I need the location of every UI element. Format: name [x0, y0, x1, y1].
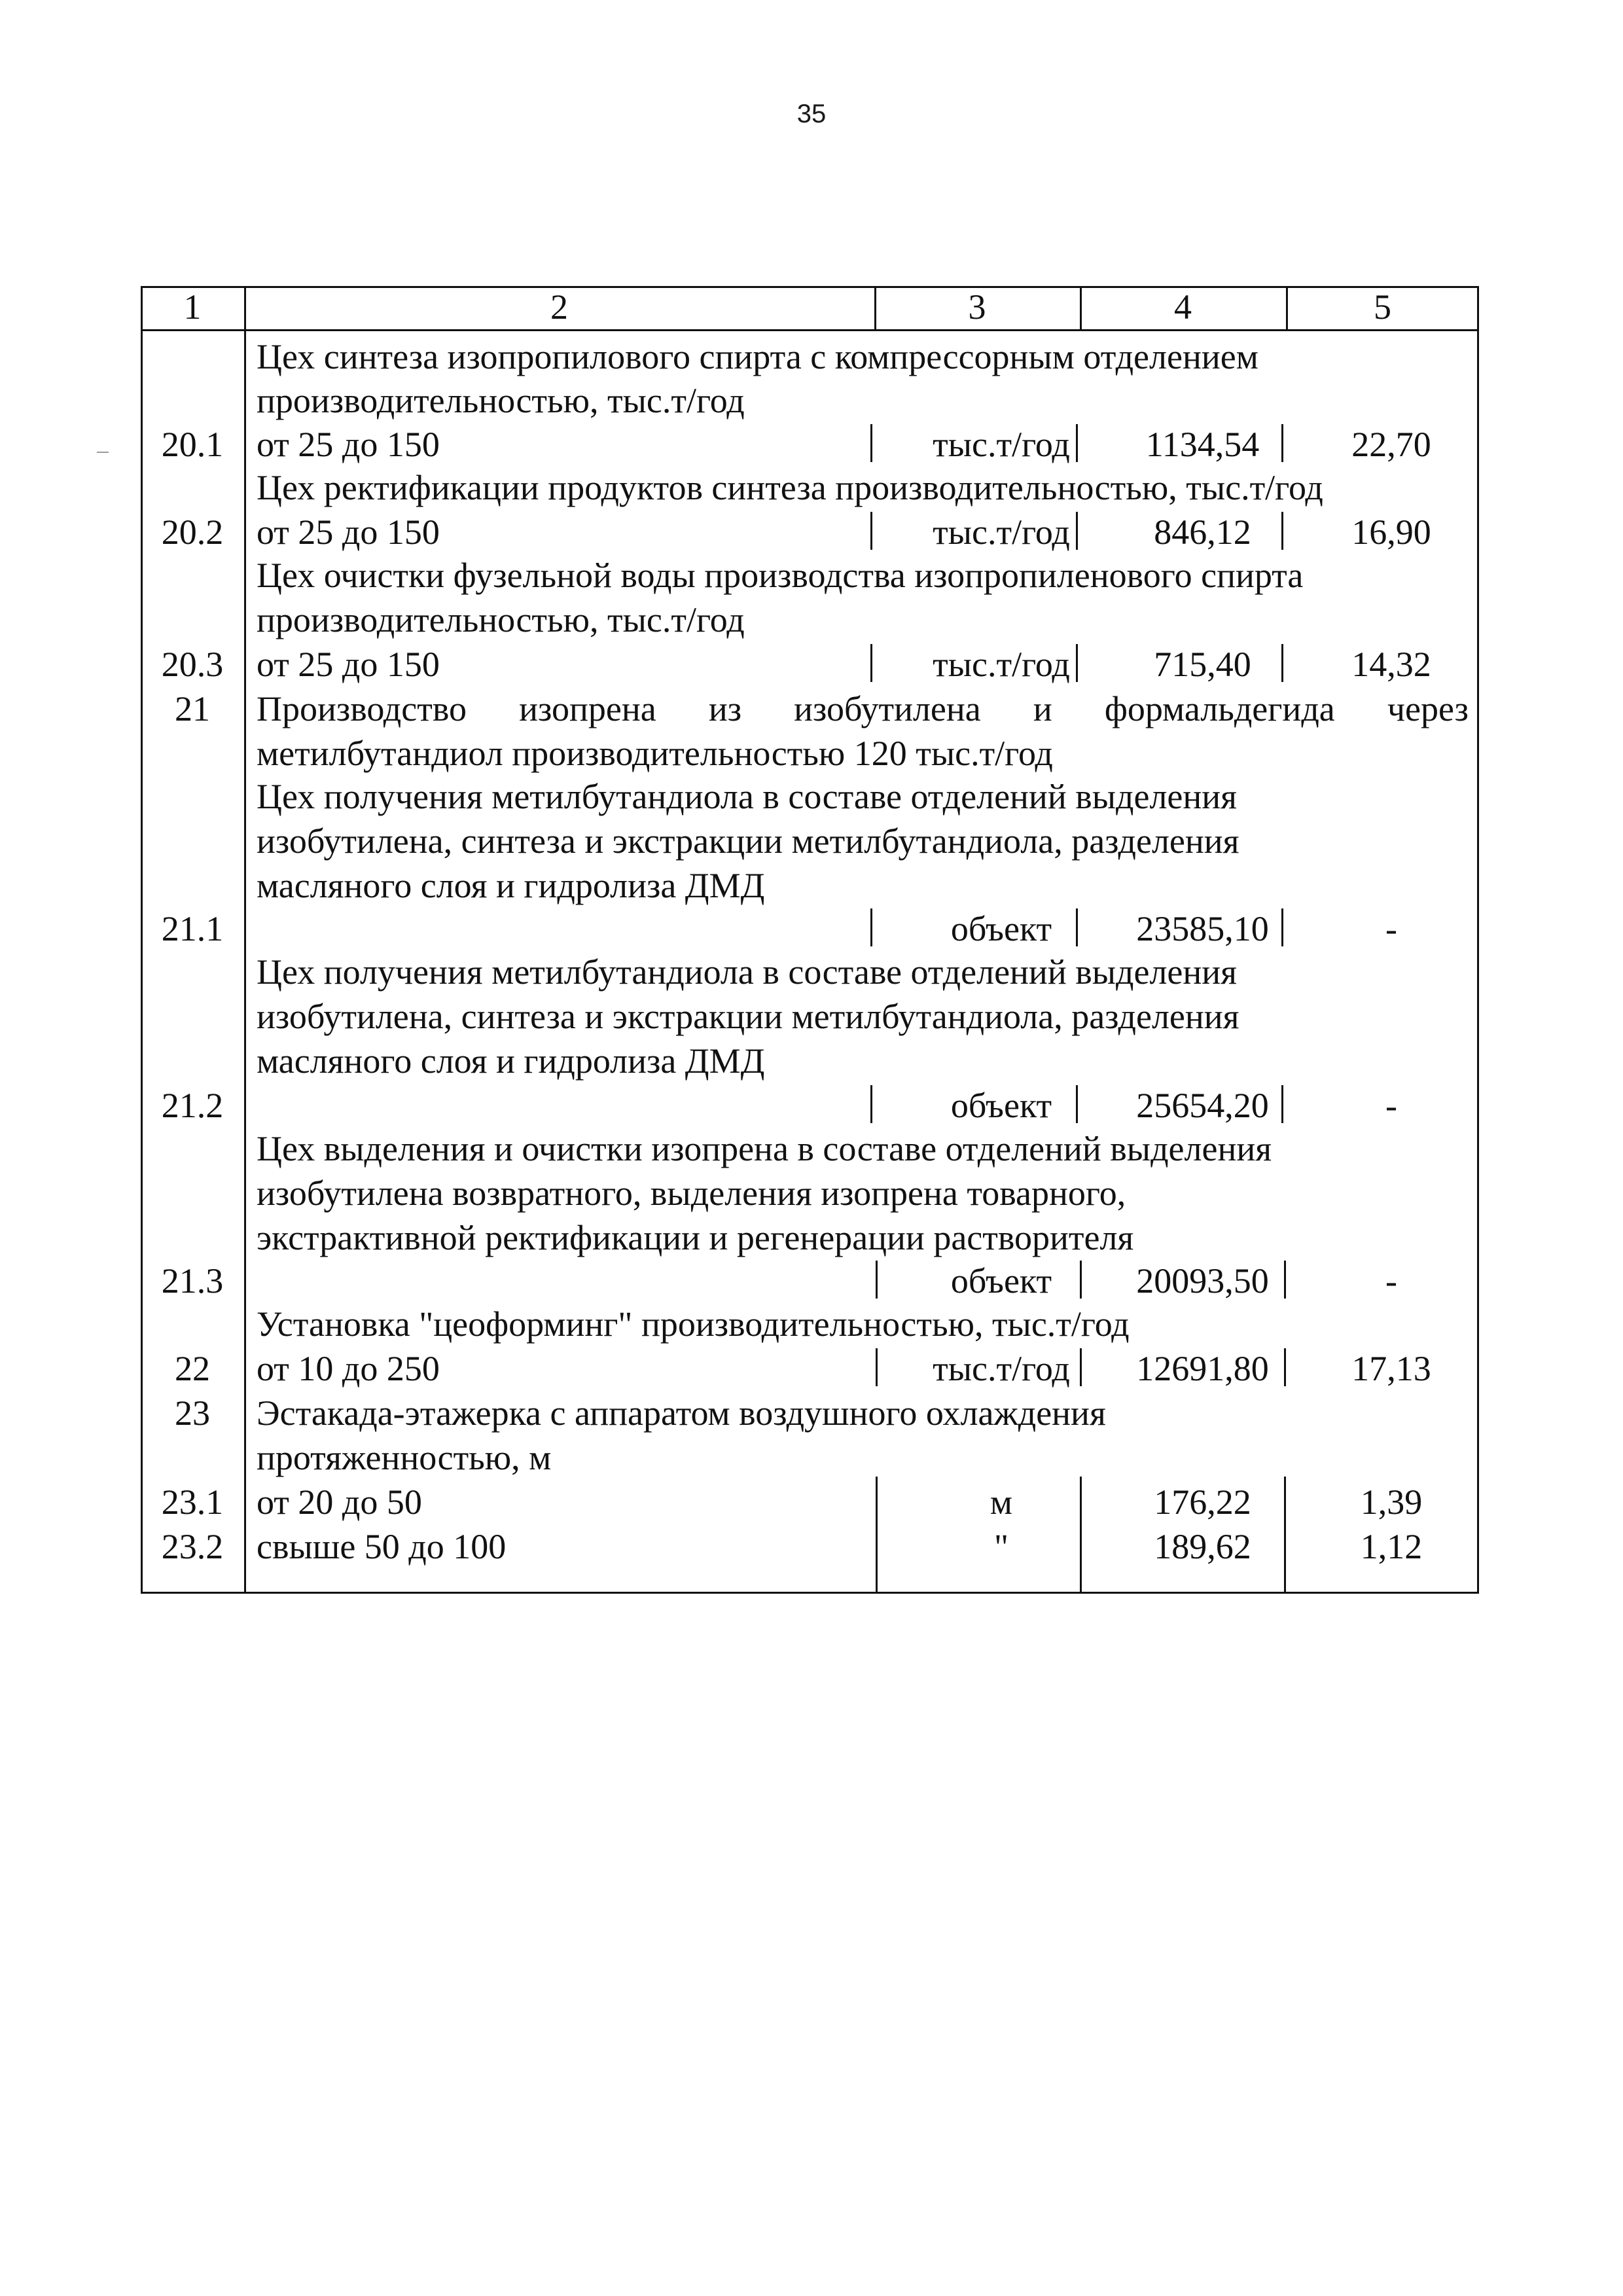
- row-21-word: из: [708, 689, 742, 728]
- row-20-1-number: 20.1: [161, 425, 224, 464]
- row-20-1-rate: 22,70: [1351, 425, 1431, 464]
- header-col-1: 1: [183, 287, 202, 327]
- row-21-3-number: 21.3: [161, 1261, 224, 1300]
- row-23-2-value: 189,62: [1154, 1527, 1251, 1566]
- row-21-3-rate: -: [1385, 1261, 1397, 1300]
- bottom-divider-a: [876, 1477, 878, 1594]
- row-21-3-title-line3: экстрактивной ректификации и регенерации растворителя: [257, 1218, 1134, 1257]
- row-22-number: 22: [175, 1349, 210, 1388]
- row-20-2-title: Цех ректификации продуктов синтеза производительностью, тыс.т/год: [257, 468, 1323, 507]
- column-divider-1: [244, 286, 246, 1594]
- row-23-1-range: от 20 до 50: [257, 1482, 422, 1522]
- row-20-2-divider-c: [1281, 512, 1283, 550]
- header-divider: [141, 329, 1479, 331]
- row-22-value: 12691,80: [1136, 1349, 1269, 1388]
- row-21-3-title-line1: Цех выделения и очистки изопрена в составе отделений выделения: [257, 1129, 1272, 1168]
- row-21-2-title-line3: масляного слоя и гидролиза ДМД: [257, 1041, 765, 1081]
- row-21-2-title-line2: изобутилена, синтеза и экстракции метилбутандиола, разделения: [257, 997, 1240, 1036]
- row-20-3-divider-b: [1076, 644, 1078, 682]
- margin-mark: [97, 452, 109, 453]
- row-20-3-range: от 25 до 150: [257, 645, 440, 684]
- row-21-1-divider-a: [870, 908, 872, 946]
- header-col-2: 2: [550, 287, 568, 327]
- row-20-2-unit: тыс.т/год: [933, 512, 1070, 552]
- row-23-1-value: 176,22: [1154, 1482, 1251, 1522]
- row-23-1-unit: м: [990, 1482, 1013, 1522]
- row-20-1-range: от 25 до 150: [257, 425, 440, 464]
- row-21-number: 21: [175, 689, 210, 728]
- row-21-1-unit: объект: [950, 909, 1052, 948]
- row-20-2-value: 846,12: [1154, 512, 1251, 552]
- row-20-1-divider-a: [870, 424, 872, 462]
- row-23-2-unit: ": [993, 1527, 1009, 1566]
- row-23-2-range: свыше 50 до 100: [257, 1527, 507, 1566]
- row-20-3-unit: тыс.т/год: [933, 645, 1070, 684]
- row-21-1-value: 23585,10: [1136, 909, 1269, 948]
- row-20-3-value: 715,40: [1154, 645, 1251, 684]
- row-21-word: формальдегида: [1104, 689, 1335, 728]
- row-21-1-number: 21.1: [161, 909, 224, 948]
- row-20-1-divider-b: [1076, 424, 1078, 462]
- row-21-1-title-line2: изобутилена, синтеза и экстракции метилбутандиола, разделения: [257, 821, 1240, 861]
- row-20-3-rate: 14,32: [1351, 645, 1431, 684]
- row-20-3-title-line2: производительностью, тыс.т/год: [257, 600, 745, 639]
- row-21-3-value: 20093,50: [1136, 1261, 1269, 1300]
- header-col-3: 3: [968, 287, 986, 327]
- row-21-2-value: 25654,20: [1136, 1086, 1269, 1125]
- row-21-1-title-line3: масляного слоя и гидролиза ДМД: [257, 866, 765, 905]
- row-21-1-rate: -: [1385, 909, 1397, 948]
- row-20-1-title-line2: производительностью, тыс.т/год: [257, 381, 745, 420]
- row-23-title-line1: Эстакада-этажерка с аппаратом воздушного охлаждения: [257, 1393, 1106, 1433]
- row-21-2-unit: объект: [950, 1086, 1052, 1125]
- row-21-3-divider-b: [1080, 1261, 1082, 1299]
- row-20-2-range: от 25 до 150: [257, 512, 440, 552]
- row-21-3-title-line2: изобутилена возвратного, выделения изопрена товарного,: [257, 1174, 1126, 1213]
- row-21-2-number: 21.2: [161, 1086, 224, 1125]
- row-20-3-divider-c: [1281, 644, 1283, 682]
- row-20-1-title-line1: Цех синтеза изопропилового спирта с компрессорным отделением: [257, 337, 1258, 376]
- row-21-title-line1: [257, 691, 1469, 726]
- header-col-5: 5: [1374, 287, 1391, 327]
- row-22-divider-a: [876, 1348, 878, 1386]
- row-21-word: и: [1033, 689, 1052, 728]
- row-20-3-title-line1: Цех очистки фузельной воды производства изопропиленового спирта: [257, 556, 1304, 595]
- row-20-3-divider-a: [870, 644, 872, 682]
- row-20-1-divider-c: [1281, 424, 1283, 462]
- row-23-number: 23: [175, 1393, 210, 1433]
- row-21-2-divider-a: [870, 1085, 872, 1123]
- row-22-unit: тыс.т/год: [933, 1349, 1070, 1388]
- row-21-3-unit: объект: [950, 1261, 1052, 1300]
- row-21-title-line2: метилбутандиол производительностью 120 тыс.т/год: [257, 734, 1053, 773]
- row-20-2-rate: 16,90: [1351, 512, 1431, 552]
- header-col-4: 4: [1174, 287, 1192, 327]
- row-20-2-divider-b: [1076, 512, 1078, 550]
- row-21-2-rate: -: [1385, 1086, 1397, 1125]
- row-21-1-title-line1: Цех получения метилбутандиола в составе отделений выделения: [257, 777, 1237, 816]
- row-22-title: Установка "цеоформинг" производительностью, тыс.т/год: [257, 1304, 1130, 1344]
- row-22-rate: 17,13: [1351, 1349, 1431, 1388]
- row-21-3-divider-a: [876, 1261, 878, 1299]
- row-23-2-number: 23.2: [161, 1527, 224, 1566]
- row-21-2-divider-c: [1281, 1085, 1283, 1123]
- row-20-1-unit: тыс.т/год: [933, 425, 1070, 464]
- row-22-divider-c: [1284, 1348, 1286, 1386]
- row-21-3-divider-c: [1284, 1261, 1286, 1299]
- row-23-title-line2: протяженностью, м: [257, 1438, 552, 1477]
- row-22-divider-b: [1080, 1348, 1082, 1386]
- page-number: 35: [796, 99, 827, 128]
- row-21-word: Производство: [257, 689, 467, 728]
- row-21-1-divider-b: [1076, 908, 1078, 946]
- row-21-2-title-line1: Цех получения метилбутандиола в составе отделений выделения: [257, 952, 1237, 992]
- row-21-word: изопрена: [519, 689, 656, 728]
- row-21-1-divider-c: [1281, 908, 1283, 946]
- row-20-2-number: 20.2: [161, 512, 224, 552]
- row-21-word: через: [1387, 689, 1469, 728]
- row-20-2-divider-a: [870, 512, 872, 550]
- row-21-2-divider-b: [1076, 1085, 1078, 1123]
- row-23-2-rate: 1,12: [1360, 1527, 1423, 1566]
- row-20-3-number: 20.3: [161, 645, 224, 684]
- row-20-1-value: 1134,54: [1145, 425, 1260, 464]
- row-23-1-rate: 1,39: [1360, 1482, 1423, 1522]
- row-23-1-number: 23.1: [161, 1482, 224, 1522]
- row-22-range: от 10 до 250: [257, 1349, 440, 1388]
- row-21-word: изобутилена: [794, 689, 981, 728]
